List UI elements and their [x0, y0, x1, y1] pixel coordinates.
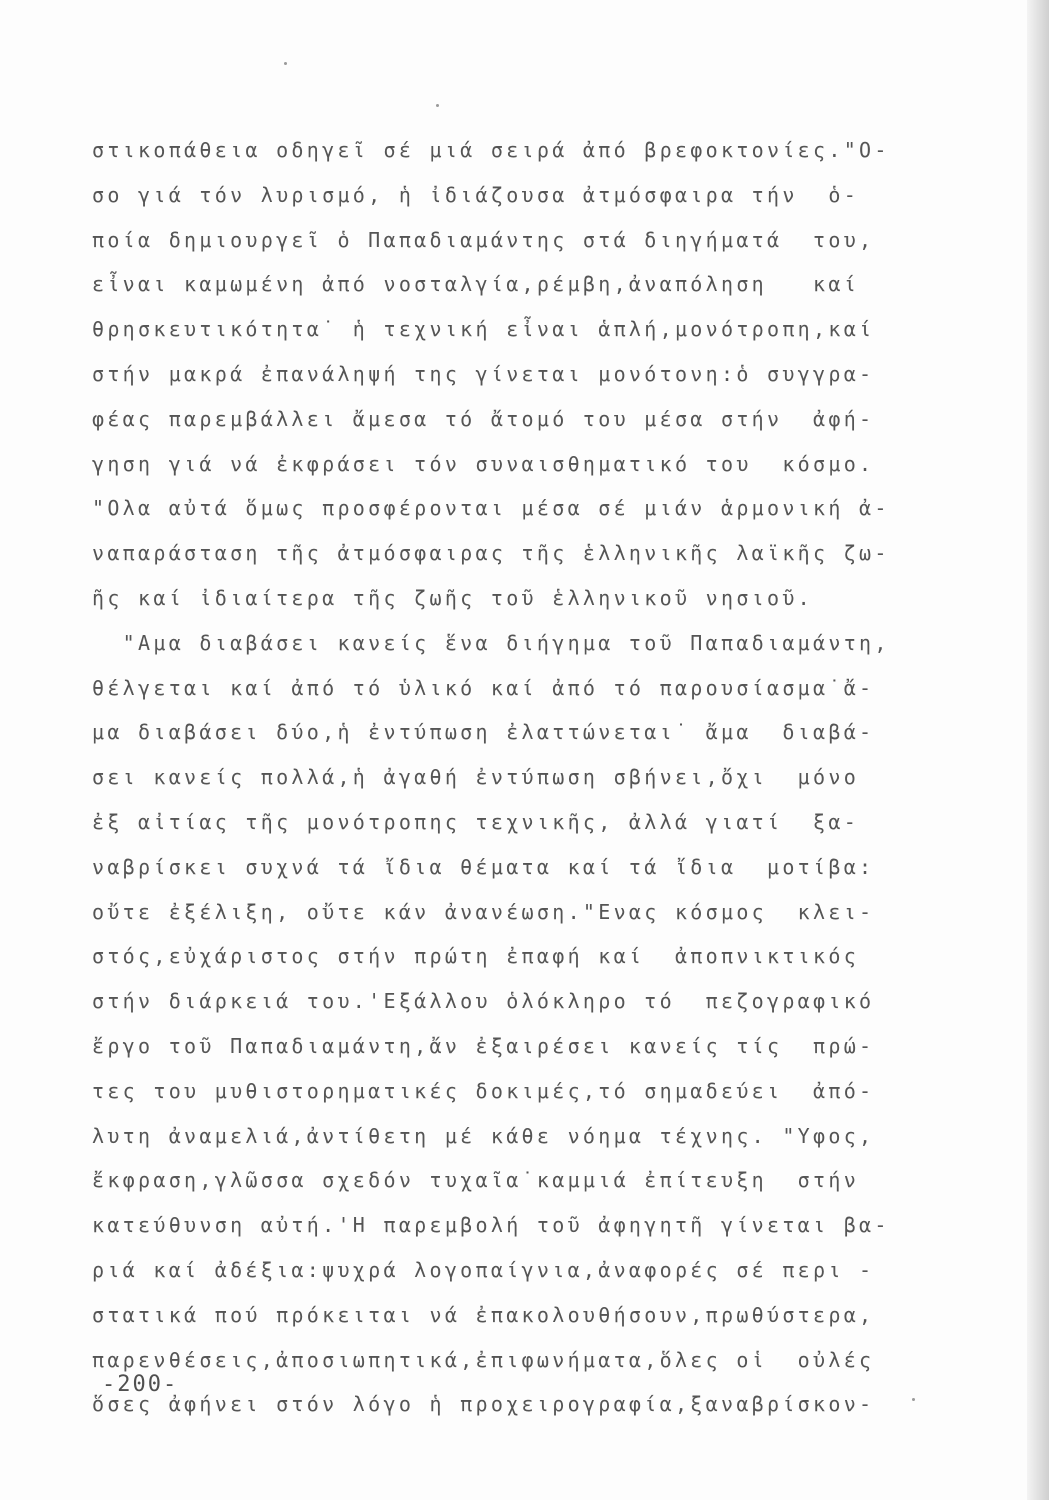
text-line: στήν διάρκειά του.'Εξάλλου ὁλόκληρο τό πεζογραφικό	[92, 989, 875, 1014]
text-line: γηση γιά νά ἐκφράσει τόν συναισθηματικό του κόσμο.	[92, 451, 875, 476]
body-text	[92, 128, 992, 1427]
text-line: σο γιά τόν λυρισμό, ἡ ἰδιάζουσα ἀτμόσφαιρα τήν ὁ-	[92, 182, 860, 207]
text-line: ῆς καί ἰδιαίτερα τῆς ζωῆς τοῦ ἑλληνικοῦ νησιοῦ.	[92, 585, 814, 610]
text-line: σει κανείς πολλά,ἡ ἀγαθή ἐντύπωση σβήνει,ὄχι μόνο	[92, 765, 860, 790]
text-line: στικοπάθεια οδηγεῖ σέ μιά σειρά ἀπό βρεφοκτονίες."Ο-	[92, 138, 890, 162]
text-line: εἶναι καμωμένη ἀπό νοσταλγία,ρέμβη,ἀναπόληση καί	[92, 272, 860, 297]
text-line: φέας παρεμβάλλει ἄμεσα τό ἄτομό του μέσα στήν ἀφή-	[92, 406, 875, 431]
dust-speck	[284, 62, 287, 65]
text-line: λυτη ἀναμελιά,ἀντίθετη μέ κάθε νόημα τέχνης. "Υφος,	[92, 1123, 875, 1148]
text-line: ποία δημιουργεῖ ὁ Παπαδιαμάντης στά διηγήματά του,	[92, 227, 875, 252]
text-line: κατεύθυνση αὐτή.'Η παρεμβολή τοῦ ἀφηγητῆ γίνεται βα-	[92, 1213, 890, 1238]
text-line: μα διαβάσει δύο,ἡ ἐντύπωση ἐλαττώνεται˙ ἄμα διαβά-	[92, 720, 875, 745]
text-line: ναβρίσκει συχνά τά ἴδια θέματα καί τά ἴδια μοτίβα:	[92, 854, 875, 879]
text-line: θέλγεται καί ἀπό τό ὑλικό καί ἀπό τό παρουσίασμα˙ἄ-	[92, 675, 875, 700]
text-line: θρησκευτικότητα˙ ἡ τεχνική εἶναι ἁπλή,μονότροπη,καί	[92, 317, 875, 342]
text-line: ναπαράσταση τῆς ἀτμόσφαιρας τῆς ἑλληνικῆς λαϊκῆς ζω-	[92, 541, 890, 566]
page-edge-shadow	[1027, 0, 1049, 1500]
dust-speck	[436, 104, 439, 107]
page-number: -200-	[102, 1372, 179, 1397]
text-line: ριά καί ἀδέξια:ψυχρά λογοπαίγνια,ἀναφορές σέ περι -	[92, 1257, 875, 1282]
text-line: "Αμα διαβάσει κανείς ἕνα διήγημα τοῦ Παπαδιαμάντη,	[92, 630, 890, 655]
text-line: ὅσες ἀφήνει στόν λόγο ἡ προχειρογραφία,ξαναβρίσκον-	[92, 1392, 875, 1417]
text-line: οὔτε ἐξέλιξη, οὔτε κάν ἀνανέωση."Ενας κόσμος κλει-	[92, 899, 875, 924]
text-line: ἔκφραση,γλῶσσα σχεδόν τυχαῖα˙καμμιά ἐπίτευξη στήν	[92, 1168, 860, 1193]
text-line: "Ολα αὐτά ὅμως προσφέρονται μέσα σέ μιάν ἁρμονική ἀ-	[92, 496, 890, 521]
text-line: στήν μακρά ἐπανάληψή της γίνεται μονότονη:ὁ συγγρα-	[92, 361, 875, 386]
text-line: ἔργο τοῦ Παπαδιαμάντη,ἄν ἐξαιρέσει κανείς τίς πρώ-	[92, 1033, 875, 1058]
text-line: τες του μυθιστορηματικές δοκιμές,τό σημαδεύει ἀπό-	[92, 1078, 875, 1103]
text-line: στατικά πού πρόκειται νά ἐπακολουθήσουν,πρωθύστερα,	[92, 1302, 875, 1327]
text-line: παρενθέσεις,ἀποσιωπητικά,ἐπιφωνήματα,ὅλες οἱ οὐλές	[92, 1347, 875, 1372]
text-line: στός,εὐχάριστος στήν πρώτη ἐπαφή καί ἀποπνικτικός	[92, 944, 860, 969]
text-line: ἐξ αἰτίας τῆς μονότροπης τεχνικῆς, ἀλλά γιατί ξα-	[92, 809, 860, 834]
